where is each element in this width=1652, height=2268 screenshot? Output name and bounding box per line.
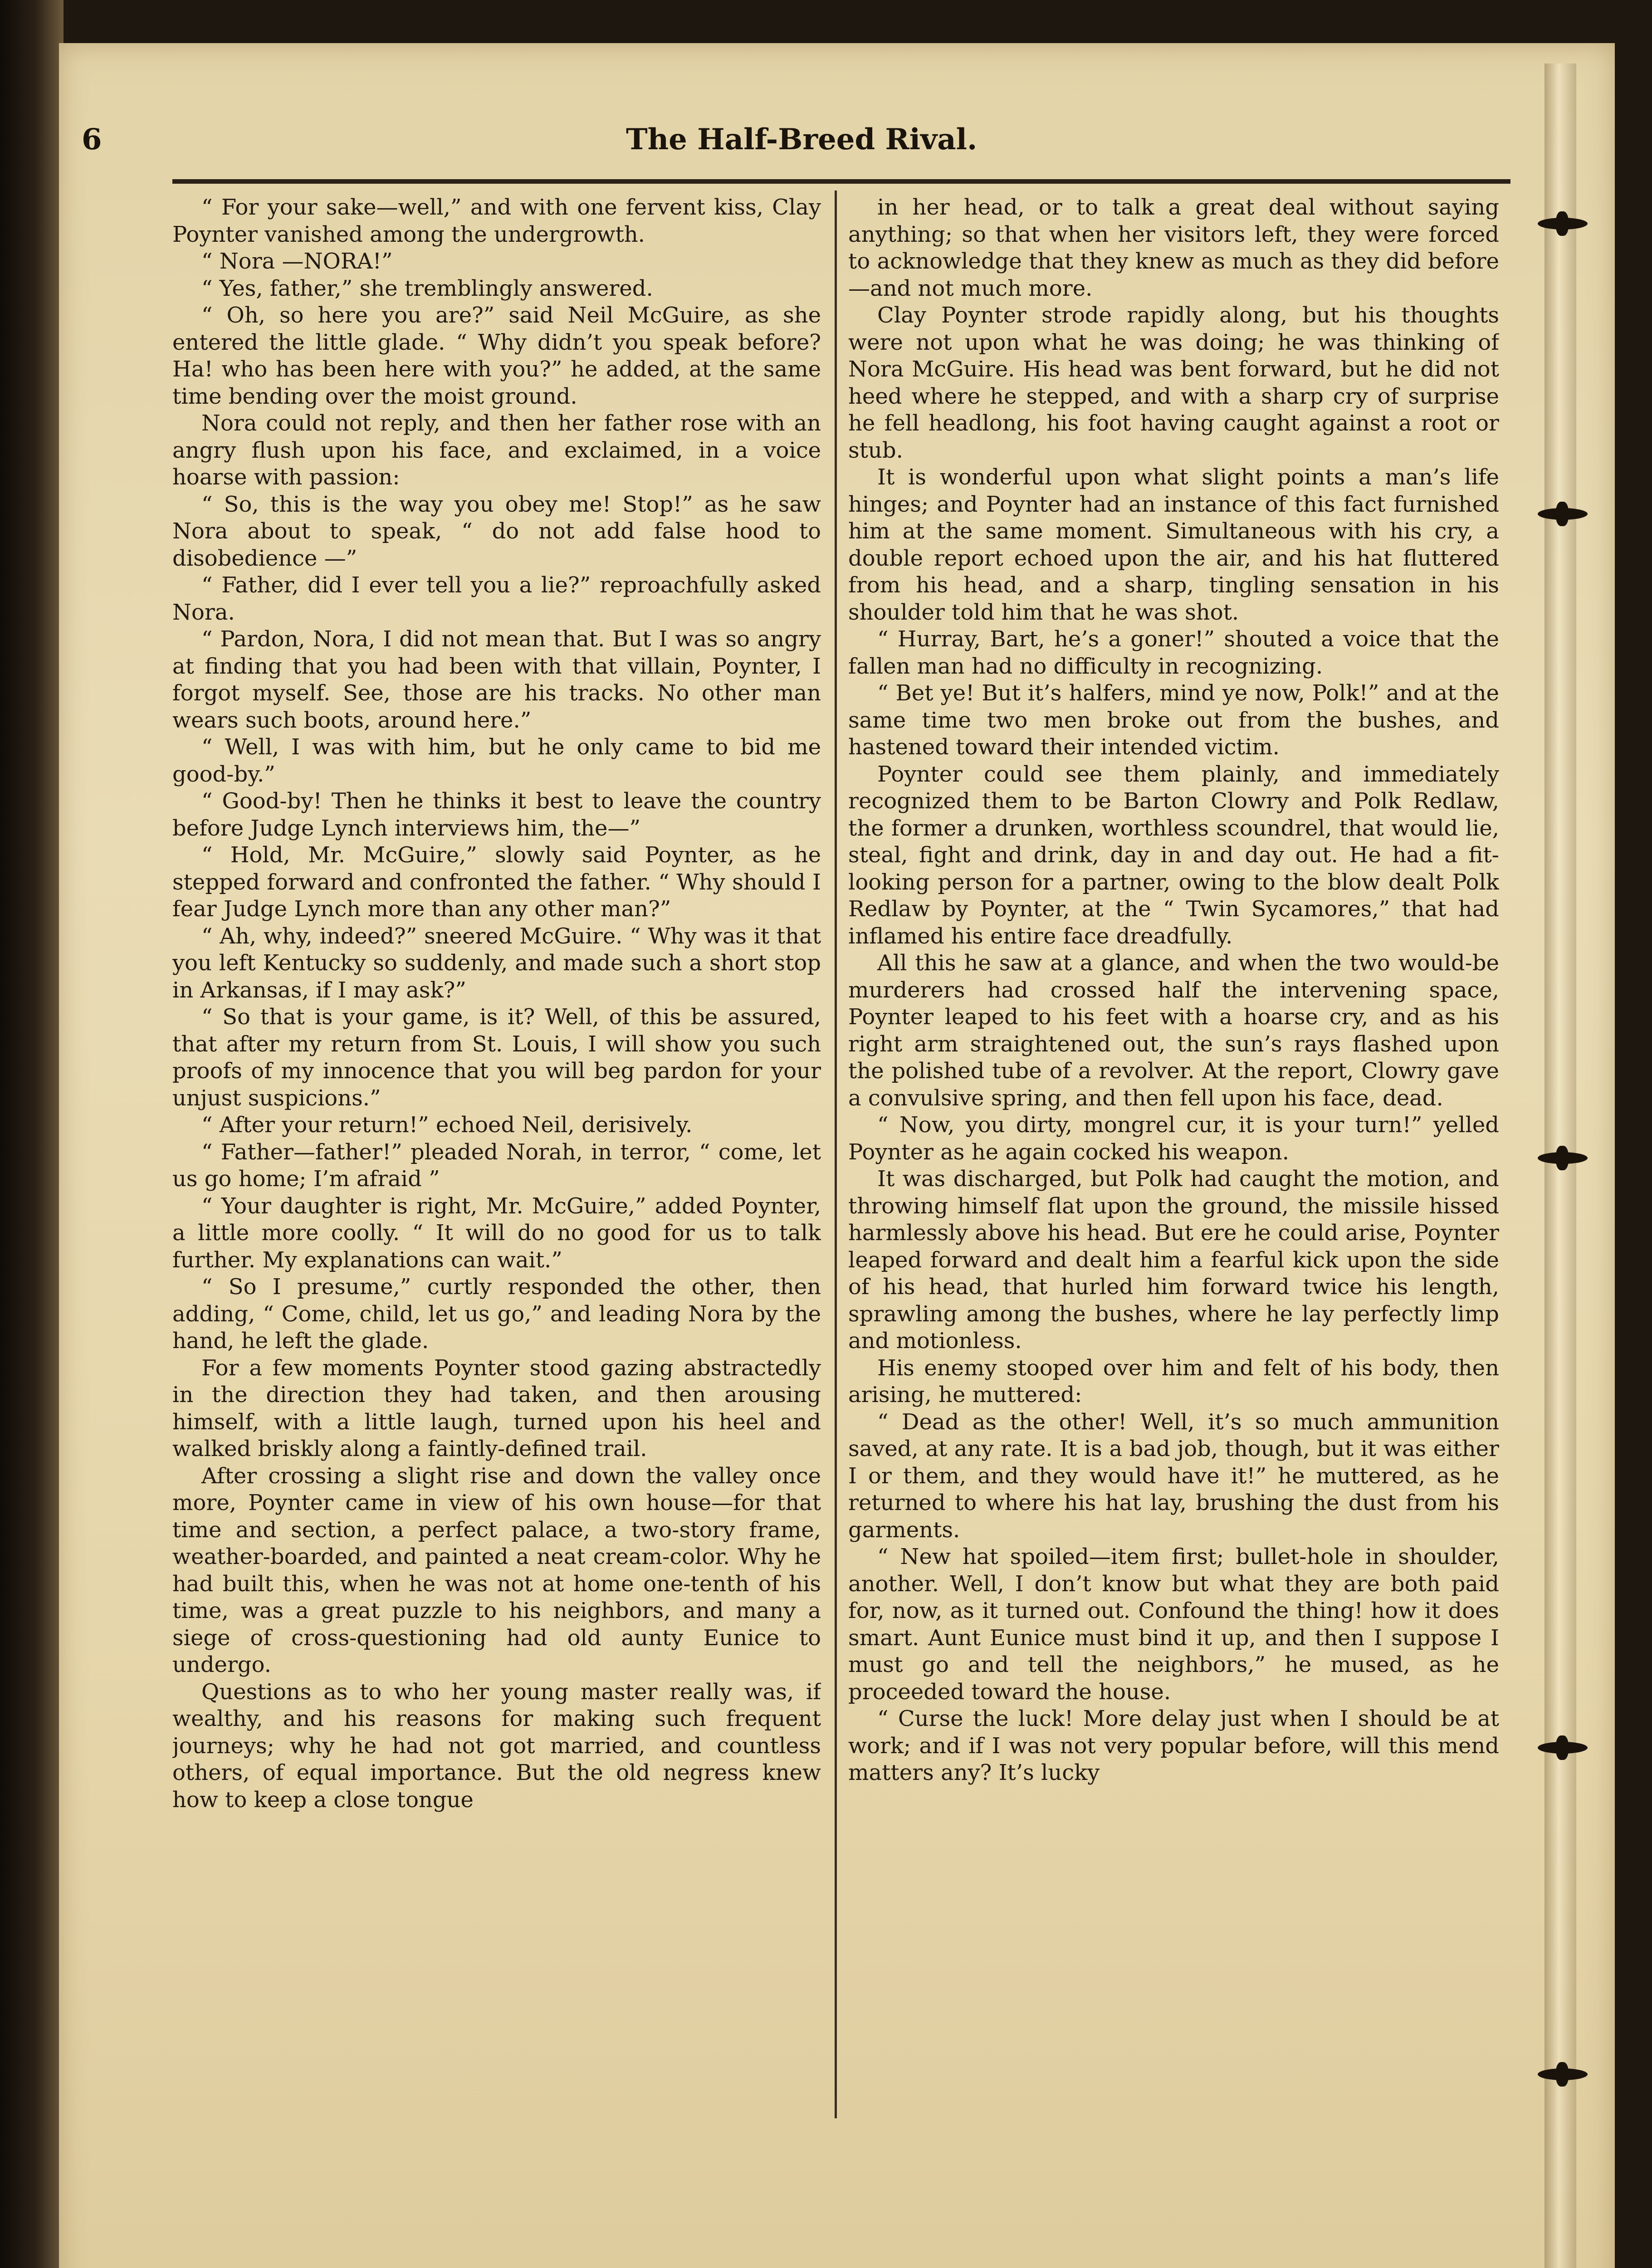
paragraph: “ New hat spoiled—item first; bullet-hole in shoulder, another. Well, I don’t know but what they are both paid for, now, as it turned out. Confound the thing! how it does smart. Aunt Eunice must bind it up, and then I suppose I must go and tell the neighbors,” he mused, as he proceeded toward the house. [848, 1544, 1499, 1705]
paragraph: His enemy stooped over him and felt of his body, then arising, he muttered: [848, 1355, 1499, 1408]
paragraph: Clay Poynter strode rapidly along, but his thoughts were not upon what he was doing; he was thinking of Nora McGuire. His head was bent forward, but he did not heed where he stepped, and with a sharp cry of surprise he fell headlong, his foot having caught against a root or stub. [848, 303, 1499, 463]
paragraph: “ Father—father!” pleaded Norah, in terror, “ come, let us go home; I’m afraid ” [172, 1139, 821, 1192]
paragraph: “ Curse the luck! More delay just when I should be at work; and if I was not very popular before, will this mend matters any? It’s lucky [848, 1706, 1499, 1785]
paragraph: Questions as to who her young master really was, if wealthy, and his reasons for making such frequent journeys; why he had not got married, and countless others, of equal importance. But the old negress knew how to keep a close tongue [172, 1679, 821, 1813]
paragraph: “ Good-by! Then he thinks it best to leave the country before Judge Lynch interviews him, the—” [172, 788, 821, 841]
paragraph: Poynter could see them plainly, and immediately recognized them to be Barton Clowry and Polk Redlaw, the former a drunken, worthless scoundrel, that would lie, steal, fight and drink, day in and day out. He had a fit-looking person for a partner, owing to the blow dealt Polk Redlaw by Poynter, at the “ Twin Sycamores,” that had inflamed his entire face dreadfully. [848, 761, 1499, 949]
paragraph: “ Hurray, Bart, he’s a goner!” shouted a voice that the fallen man had no difficulty in recognizing. [848, 626, 1499, 679]
paragraph: “ Yes, father,” she tremblingly answered. [201, 275, 653, 301]
page-number: 6 [82, 122, 102, 156]
paragraph: It is wonderful upon what slight points a man’s life hinges; and Poynter had an instance of this fact furnished him at the same moment. Simultaneous with his cry, a double report echoed upon the air, and his hat fluttered from his head, and a sharp, tingling sensation in his shoulder told him that he was shot. [848, 464, 1499, 625]
right-column [848, 194, 1499, 2131]
left-column [172, 194, 821, 2131]
paragraph: Nora could not reply, and then her father rose with an angry flush upon his face, and exclaimed, in a voice hoarse with passion: [172, 411, 821, 490]
paragraph: “ Ah, why, indeed?” sneered McGuire. “ Why was it that you left Kentucky so suddenly, and made such a short stop in Arkansas, if I may ask?” [172, 923, 821, 1003]
paragraph: After crossing a slight rise and down the valley once more, Poynter came in view of his own house—for that time and section, a perfect palace, a two-story frame, weather-boarded, and painted a neat cream-color. Why he had built this, when he was not at home one-tenth of his time, was a great puzzle to his neighbors, and many a siege of cross-questioning had old aunty Eunice to undergo. [172, 1463, 821, 1677]
binding-stitch [1538, 218, 1588, 230]
binding-stitch [1538, 1152, 1588, 1164]
paragraph: “ Father, did I ever tell you a lie?” reproachfully asked Nora. [172, 572, 821, 625]
binding-stitch [1538, 1742, 1588, 1754]
paragraph: “ After your return!” echoed Neil, derisively. [201, 1112, 693, 1138]
column-divider [835, 191, 837, 2118]
paragraph: “ Bet ye! But it’s halfers, mind ye now, Polk!” and at the same time two men broke out from the bushes, and hastened toward their intended victim. [848, 680, 1499, 760]
binding-stitch [1538, 508, 1588, 520]
paragraph: “ Nora —NORA!” [201, 249, 393, 274]
binding-stitch [1538, 2068, 1588, 2080]
paragraph: “ Your daughter is right, Mr. McGuire,” added Poynter, a little more coolly. “ It will do no good for us to talk further. My explanations can wait.” [172, 1193, 821, 1273]
paragraph: “ Now, you dirty, mongrel cur, it is your turn!” yelled Poynter as he again cocked his weapon. [848, 1112, 1499, 1165]
paragraph: “ So I presume,” curtly responded the other, then adding, “ Come, child, let us go,” and leading Nora by the hand, he left the glade. [172, 1274, 821, 1354]
paragraph: “ Hold, Mr. McGuire,” slowly said Poynter, as he stepped forward and confronted the father. “ Why should I fear Judge Lynch more than any other man?” [172, 842, 821, 922]
binding-edge [0, 0, 64, 2268]
header-rule [172, 179, 1510, 184]
paragraph: in her head, or to talk a great deal without saying anything; so that when her visitors left, they were forced to acknowledge that they knew as much as they did before—and not much more. [848, 195, 1499, 301]
paragraph: “ For your sake—well,” and with one fervent kiss, Clay Poynter vanished among the undergrowth. [172, 195, 821, 247]
paragraph: “ Well, I was with him, but he only came to bid me good-by.” [172, 734, 821, 787]
paragraph: “ Dead as the other! Well, it’s so much ammunition saved, at any rate. It is a bad job, though, but it was either I or them, and they would have it!” he muttered, as he returned to where his hat lay, brushing the dust from his garments. [848, 1409, 1499, 1543]
paragraph: “ Oh, so here you are?” said Neil McGuire, as she entered the little glade. “ Why didn’t you speak before? Ha! who has been here with you?” he added, at the same time bending over the moist ground. [172, 303, 821, 409]
paragraph: “ Pardon, Nora, I did not mean that. But I was so angry at finding that you had been with that villain, Poynter, I forgot myself. See, those are his tracks. No other man wears such boots, around here.” [172, 626, 821, 733]
paragraph: “ So that is your game, is it? Well, of this be assured, that after my return from St. Louis, I will show you such proofs of my innocence that you will beg pardon for your unjust suspicions.” [172, 1004, 821, 1111]
paragraph: For a few moments Poynter stood gazing abstractedly in the direction they had taken, and then arousing himself, with a little laugh, turned upon his heel and walked briskly along a faintly-defined trail. [172, 1355, 821, 1461]
paragraph: It was discharged, but Polk had caught the motion, and throwing himself flat upon the ground, the missile hissed harmlessly above his head. But ere he could arise, Poynter leaped forward and dealt him a fearful kick upon the side of his head, that hurled him forward twice his length, sprawling among the bushes, where he lay perfectly limp and motionless. [848, 1166, 1499, 1354]
running-title: The Half-Breed Rival. [626, 122, 978, 156]
paragraph: “ So, this is the way you obey me! Stop!” as he saw Nora about to speak, “ do not add false hood to disobedience —” [172, 491, 821, 571]
paragraph: All this he saw at a glance, and when the two would-be murderers had crossed half the intervening space, Poynter leaped to his feet with a hoarse cry, and as his right arm straightened out, the sun’s rays flashed upon the polished tube of a revolver. At the report, Clowry gave a convulsive spring, and then fell upon his face, dead. [848, 950, 1499, 1111]
